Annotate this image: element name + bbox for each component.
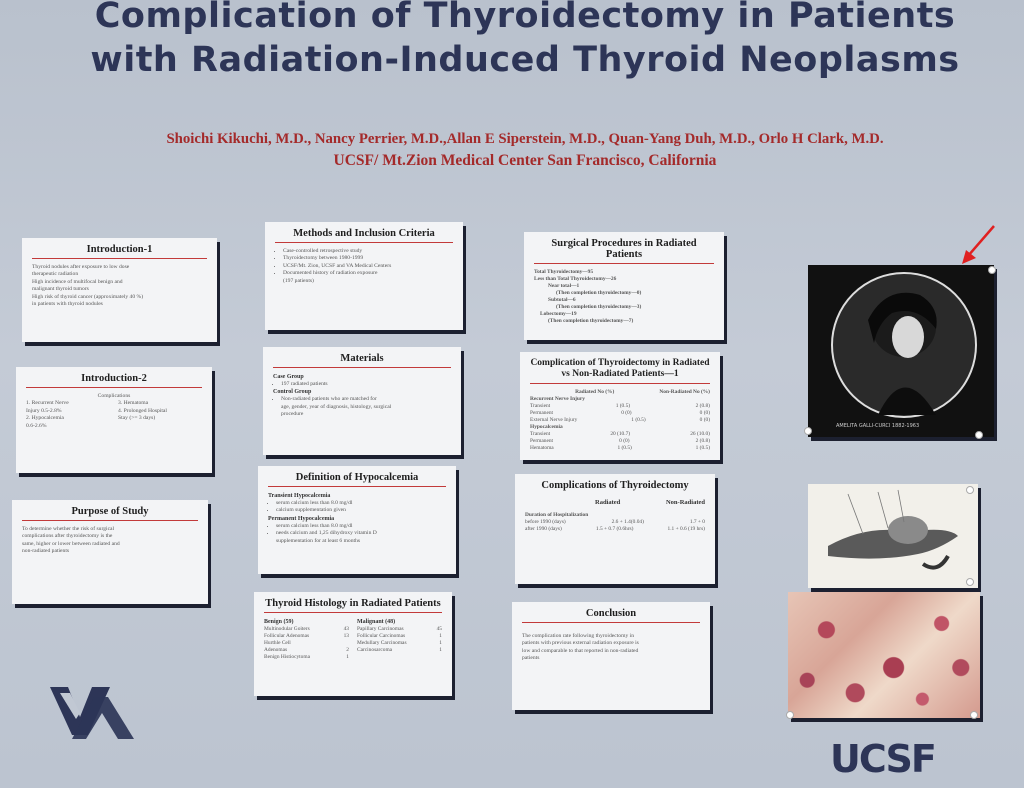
table-cell: 2 (0.8) bbox=[695, 403, 710, 409]
methods-list bbox=[275, 248, 453, 285]
portrait-image bbox=[808, 265, 994, 437]
row-label: Duration of Hospitalization bbox=[525, 512, 589, 518]
panel-heading: Thyroid Histology in Radiated Patients bbox=[264, 598, 442, 613]
text-line: complications after thyroidectomy is the bbox=[22, 533, 113, 540]
table-cell: Transient bbox=[530, 403, 551, 409]
text-line: Less than Total Thyroidectomy—26 bbox=[534, 276, 617, 282]
pin-icon bbox=[966, 486, 974, 494]
pin-icon bbox=[966, 578, 974, 586]
text-line: Near total—1 bbox=[548, 283, 580, 289]
table-row: after 1990 (days) 1.5 + 0.7 (0.6hrs) 1.1 + 0.6 (19 hrs) bbox=[525, 526, 705, 533]
pin-icon bbox=[970, 711, 978, 719]
list-item: • Case-controlled retrospective study bbox=[283, 248, 453, 255]
complication-list bbox=[26, 400, 202, 430]
table-header: Radiated Non-Radiated bbox=[595, 499, 705, 506]
list-item: procedure bbox=[281, 411, 304, 418]
list-item: • Thyroidectomy between 1980-1999 bbox=[283, 255, 453, 262]
table-cell: 20 (10.7) bbox=[610, 431, 631, 437]
list-item: 1. Recurrent Nerve bbox=[26, 400, 69, 407]
table-cell: 1 (0.5) bbox=[617, 445, 632, 451]
va-logo bbox=[50, 683, 134, 743]
list-item: Stay (>= 3 days) bbox=[118, 415, 156, 422]
text-line: therapeutic radiation bbox=[32, 271, 79, 278]
list-item: 3. Hematoma bbox=[118, 400, 149, 407]
table-row: Multinodular Goiters 43 bbox=[264, 626, 349, 632]
table-row: Carcinosarcoma 1 bbox=[357, 647, 442, 653]
table-row bbox=[530, 417, 710, 424]
table-cell: Hematoma bbox=[530, 445, 554, 451]
list-item: • UCSF/Mt. Zion, UCSF and VA Medical Centers bbox=[283, 263, 453, 270]
benign-label: Benign (59) bbox=[264, 619, 294, 625]
portrait-photo bbox=[808, 265, 994, 437]
pin-icon bbox=[975, 431, 983, 439]
transient-label: Transient Hypocalcemia bbox=[268, 493, 331, 499]
list-item: 0.6-2.6% bbox=[26, 422, 47, 429]
table-cell: 0 (0) bbox=[699, 410, 710, 416]
affiliation: UCSF/ Mt.Zion Medical Center San Francisco, California bbox=[333, 152, 717, 169]
malignant-column bbox=[357, 618, 442, 661]
title-line-2: with Radiation-Induced Thyroid Neoplasms bbox=[90, 40, 960, 80]
table-cell: 26 (10.0) bbox=[690, 431, 710, 437]
panel-thyroid-histology bbox=[254, 592, 452, 696]
table-row bbox=[530, 431, 710, 438]
panel-conclusion bbox=[512, 602, 710, 710]
table-row bbox=[530, 424, 710, 431]
table-cell: Permanent bbox=[530, 438, 554, 444]
malignant-label: Malignant (48) bbox=[357, 619, 396, 625]
list-item: age, gender, year of diagnosis, histology, surgical bbox=[281, 403, 392, 410]
list-item: • calcium supplementation given bbox=[276, 507, 446, 514]
text-line: malignant thyroid tumors bbox=[32, 286, 89, 293]
panel-methods bbox=[265, 222, 463, 330]
table-cell: 0 (0) bbox=[619, 438, 630, 444]
text-line: Lobectomy—19 bbox=[540, 311, 577, 317]
table-row: Hurthle Cell bbox=[264, 640, 291, 646]
histology-columns bbox=[264, 618, 442, 661]
panel-heading: Definition of Hypocalcemia bbox=[268, 472, 446, 487]
table-cell: External Nerve Injury bbox=[530, 417, 578, 423]
table-row bbox=[530, 403, 710, 410]
author-list: Shoichi Kikuchi, M.D., Nancy Perrier, M.D.,Allan E Siperstein, M.D., Quan-Yang Duh, M.D., Orlo H Clark, M.D. bbox=[166, 131, 884, 147]
table-cell: 1 (0.5) bbox=[695, 445, 710, 451]
table-row bbox=[530, 438, 710, 445]
text-line: same, higher or lower between radiated and bbox=[22, 540, 120, 547]
table-cell: Transient bbox=[530, 431, 551, 437]
pin-icon bbox=[988, 266, 996, 274]
list-item: Injury 0.5-2.8% bbox=[26, 407, 62, 414]
table-row bbox=[530, 445, 710, 452]
text-line: Subtotal—6 bbox=[548, 297, 576, 303]
panel-introduction-1 bbox=[22, 238, 217, 342]
panel-purpose-of-study bbox=[12, 500, 208, 604]
table-cell: 2 (0.8) bbox=[695, 438, 710, 444]
panel-heading: Introduction-1 bbox=[32, 244, 207, 259]
table-row: Adenomas 2 bbox=[264, 647, 349, 653]
text-line: in patients with thyroid nodules bbox=[32, 301, 103, 308]
list-item: (197 patients) bbox=[283, 277, 314, 284]
text-line: (Then completion thyroidectomy—7) bbox=[548, 318, 634, 324]
table-row bbox=[530, 396, 710, 403]
histology-micrograph bbox=[788, 592, 980, 718]
list-item: • 197 radiated patients bbox=[281, 381, 451, 388]
table-header: Radiated No (%) Non-Radiated No (%) bbox=[575, 389, 710, 395]
panel-definition-hypocalcemia bbox=[258, 466, 456, 574]
case-group-label: Case Group bbox=[273, 374, 304, 380]
permanent-label: Permanent Hypocalcemia bbox=[268, 515, 335, 522]
table-row: Papillary Carcinomas 45 bbox=[357, 626, 442, 632]
panel-heading: Materials bbox=[273, 353, 451, 368]
panel-heading: Surgical Procedures in Radiated Patients bbox=[534, 238, 714, 264]
panel-heading: Methods and Inclusion Criteria bbox=[275, 228, 453, 243]
anatomy-image bbox=[808, 484, 978, 588]
list-item: supplementation for at least 6 months bbox=[276, 537, 361, 544]
table-cell: Permanent bbox=[530, 410, 554, 416]
table-cell: Recurrent Nerve Injury bbox=[530, 396, 585, 402]
control-group-label: Control Group bbox=[273, 389, 312, 396]
table-row: Follicular Adenomas 13 bbox=[264, 633, 349, 639]
table-row bbox=[530, 410, 710, 417]
anatomy-illustration bbox=[808, 484, 978, 588]
panel-heading: Purpose of Study bbox=[22, 506, 198, 521]
text-line: (Then completion thyroidectomy—3) bbox=[556, 304, 642, 310]
poster-title bbox=[30, 0, 1020, 82]
list-item: 2. Hypocalcemia bbox=[26, 415, 64, 422]
panel-materials bbox=[263, 347, 461, 455]
table-cell: Hypocalcemia bbox=[530, 424, 563, 430]
table-cell: 0 (0) bbox=[699, 417, 710, 423]
panel-surgical-procedures bbox=[524, 232, 724, 340]
text-line: (Then completion thyroidectomy—0) bbox=[556, 290, 642, 296]
table-cell: 1 (0.5) bbox=[631, 417, 646, 423]
title-line-1: Complication of Thyroidectomy in Patients bbox=[94, 0, 956, 36]
table-row: Follicular Carcinomas 1 bbox=[357, 633, 442, 639]
list-item: • Documented history of radiation exposure bbox=[283, 270, 453, 277]
list-item: • Non-radiated patients who are matched for bbox=[281, 396, 451, 403]
text-line: High incidence of multifocal benign and bbox=[32, 278, 123, 285]
list-item: • serum calcium less than 8.0 mg/dl bbox=[276, 523, 446, 530]
panel-heading: Introduction-2 bbox=[26, 373, 202, 388]
panel-introduction-2 bbox=[16, 367, 212, 473]
table-row: Benign Histiocytoma 1 bbox=[264, 654, 349, 660]
pin-icon bbox=[786, 711, 794, 719]
table-cell: 1 (0.5) bbox=[615, 403, 631, 409]
list-item: • serum calcium less than 8.0 mg/dl bbox=[276, 500, 446, 507]
list-item: • needs calcium and 1,25 dihydroxy vitamin D bbox=[276, 530, 446, 537]
panel-heading: Complication of Thyroidectomy in Radiated vs Non-Radiated Patients—1 bbox=[530, 358, 710, 384]
panel-subheading: Complications bbox=[97, 393, 131, 399]
complication-table bbox=[530, 396, 710, 452]
table-row: Medullary Carcinomas 1 bbox=[357, 640, 442, 646]
text-line: patients bbox=[522, 655, 540, 662]
table-row: before 1990 (days) 2.6 + 1.4(0.04) 1.7 + 0 bbox=[525, 519, 705, 526]
intro1-text bbox=[32, 264, 207, 308]
text-line: High risk of thyroid cancer (approximately 40 %) bbox=[32, 293, 144, 300]
table-cell: 0 (0) bbox=[621, 410, 632, 416]
panel-heading: Complications of Thyroidectomy bbox=[541, 480, 689, 491]
benign-column bbox=[264, 618, 349, 661]
panel-complication-radiated-vs-nonradiated bbox=[520, 352, 720, 460]
text-line: Total Thyroidectomy—95 bbox=[534, 269, 594, 275]
ucsf-logo: UCSF bbox=[830, 737, 935, 781]
text-line: To determine whether the risk of surgical bbox=[22, 526, 115, 532]
list-item: 4. Prolonged Hospital bbox=[118, 407, 167, 414]
panel-heading: Conclusion bbox=[522, 608, 700, 623]
portrait-caption: AMELITA GALLI-CURCI 1882-1963 bbox=[836, 423, 920, 429]
pin-icon bbox=[804, 427, 812, 435]
author-block bbox=[30, 128, 1020, 172]
red-arrow-icon bbox=[958, 222, 998, 266]
text-line: The complication rate following thyroidectomy in bbox=[522, 633, 635, 639]
text-line: non-radiated patients bbox=[22, 548, 70, 555]
text-line: low and comparable to that reported in non-radiated bbox=[522, 647, 639, 654]
text-line: Thyroid nodules after exposure to low dose bbox=[32, 264, 130, 270]
text-line: patients with previous external radiation exposure is bbox=[522, 640, 639, 647]
panel-complications-of-thyroidectomy bbox=[515, 474, 715, 584]
